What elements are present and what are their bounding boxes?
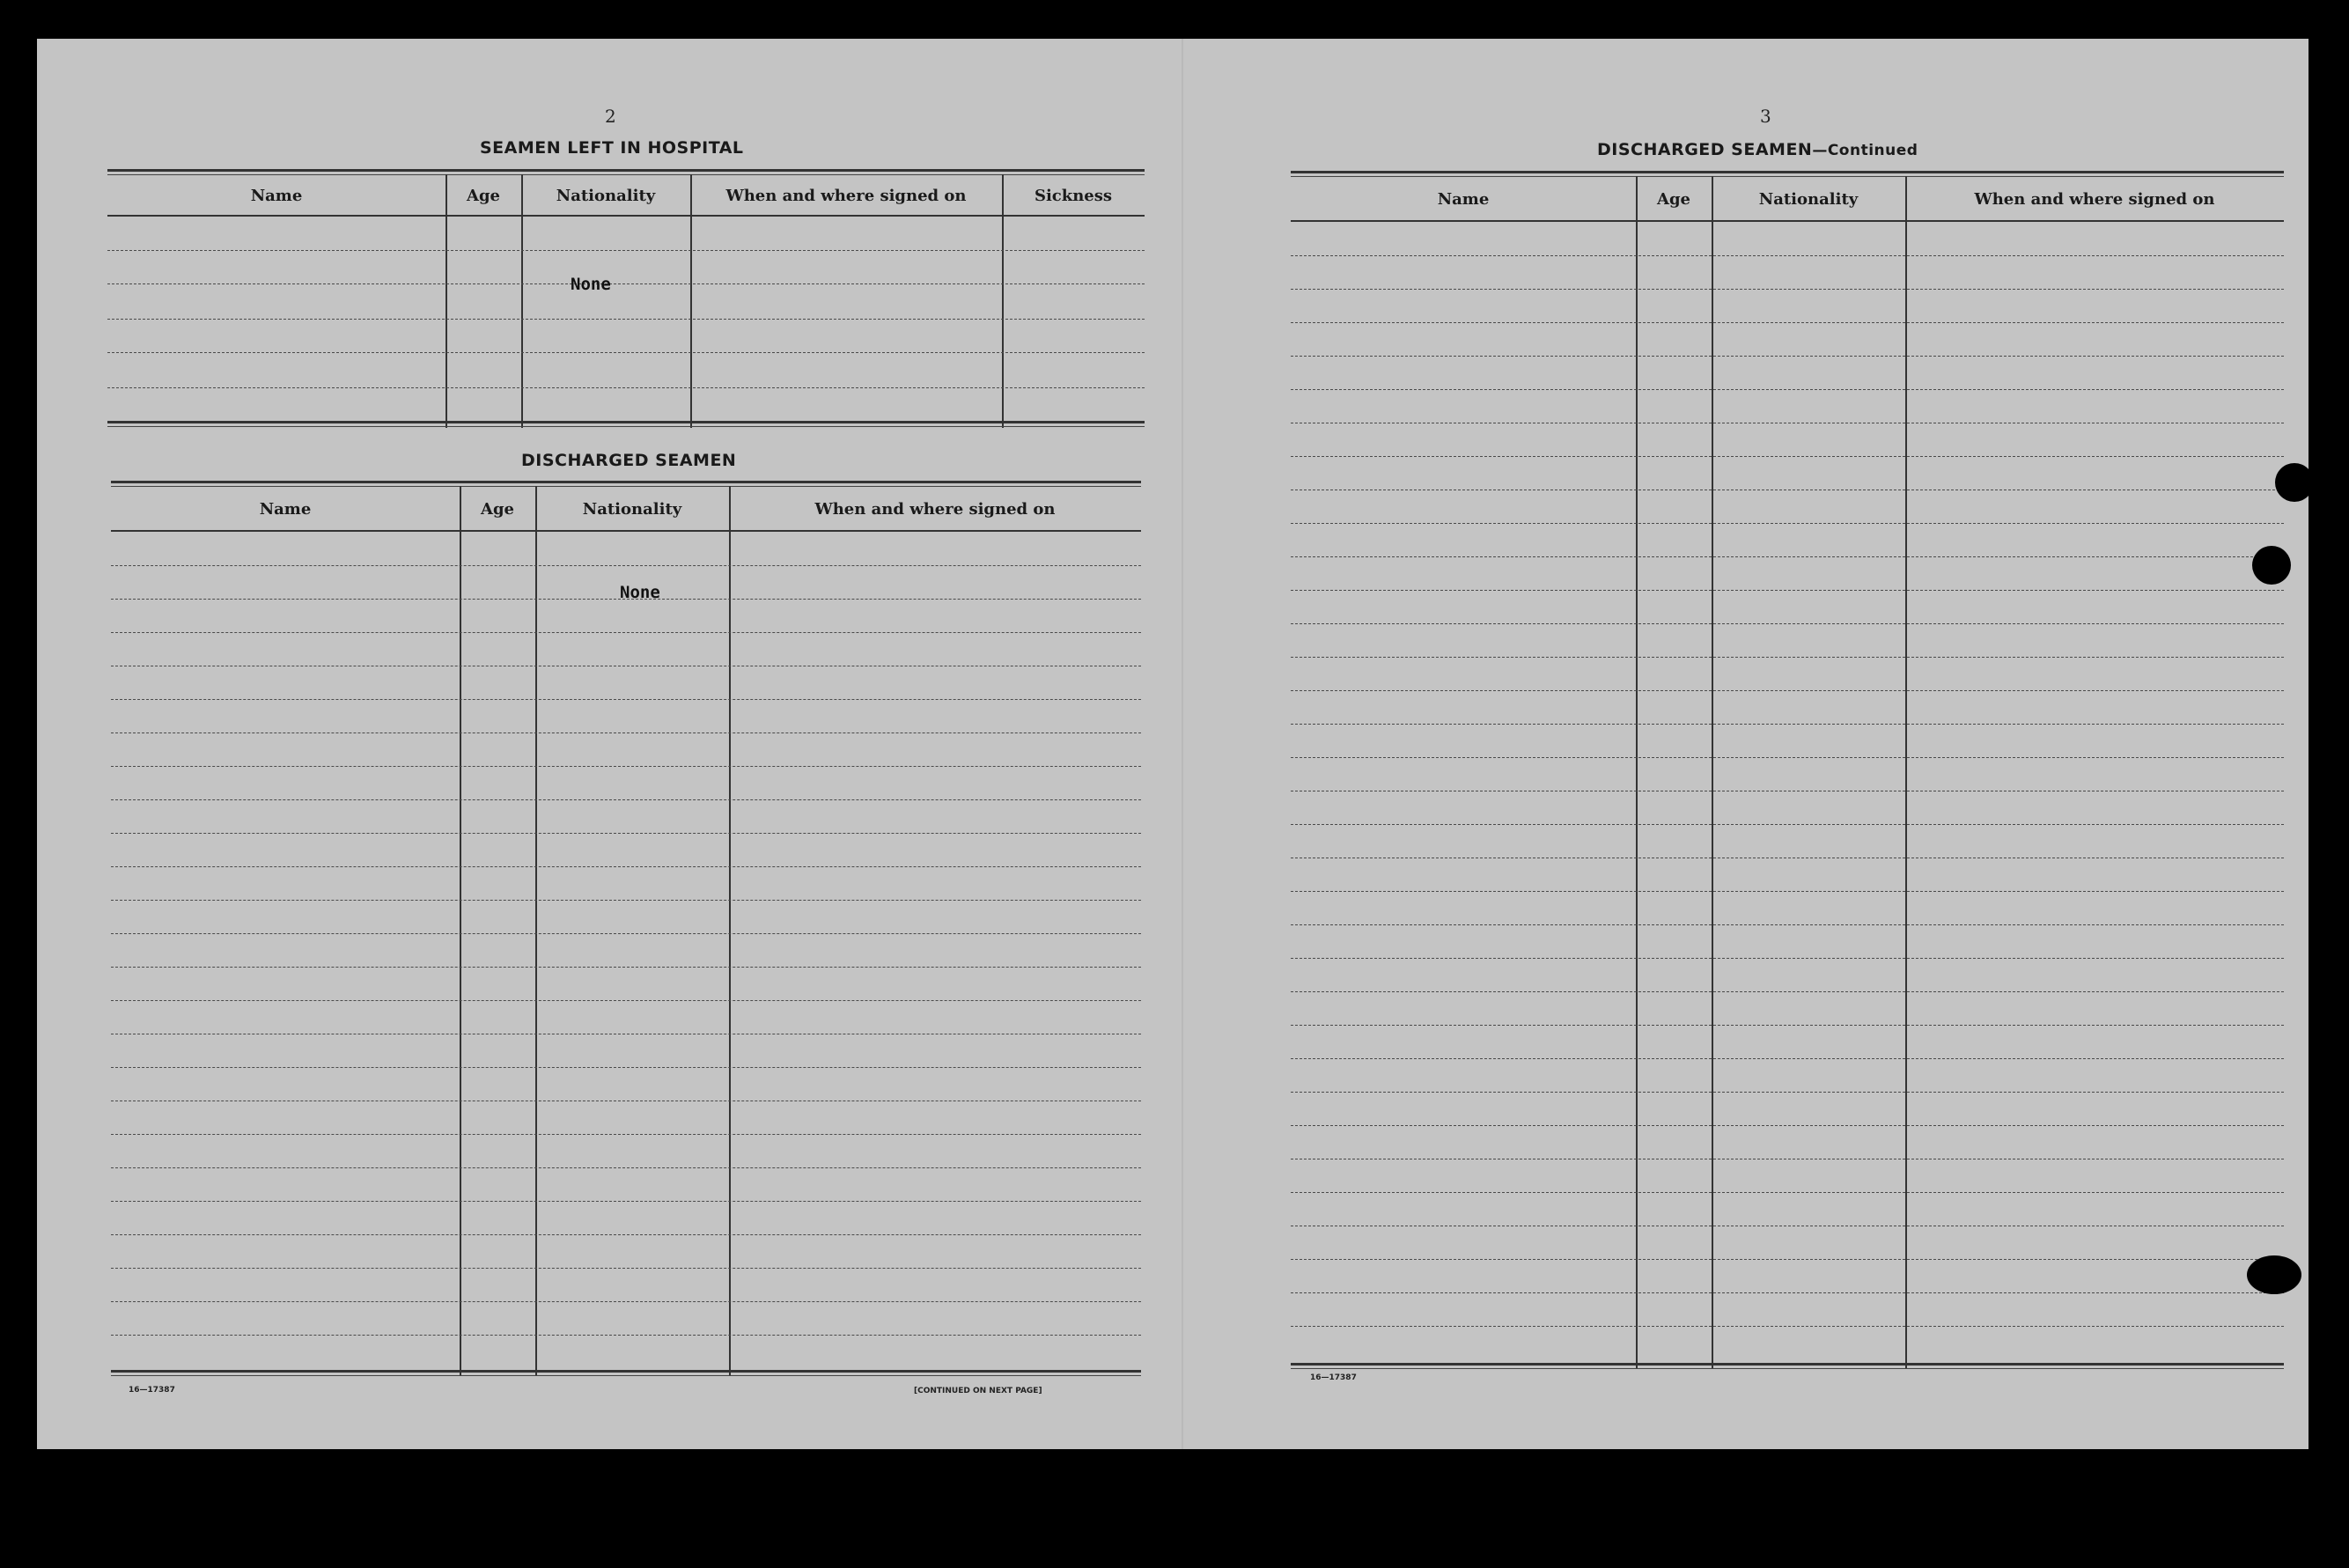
punch-hole-middle bbox=[2252, 546, 2291, 585]
discharged-col-age: Age bbox=[480, 500, 514, 519]
hospital-none-entry: None bbox=[571, 275, 611, 294]
hospital-col-age: Age bbox=[466, 187, 500, 205]
right-page bbox=[1182, 39, 2308, 1449]
discharged-table-right bbox=[1291, 171, 2284, 1412]
hospital-section-title: SEAMEN LEFT IN HOSPITAL bbox=[480, 138, 744, 158]
punch-hole-bottom bbox=[2247, 1255, 2301, 1294]
right-col-name: Name bbox=[1437, 190, 1490, 209]
form-number-right: 16—17387 bbox=[1310, 1373, 1357, 1382]
page-number-right: 3 bbox=[1760, 106, 1771, 127]
right-col-age: Age bbox=[1656, 190, 1690, 209]
discharged-col-name: Name bbox=[259, 500, 312, 519]
punch-hole-top bbox=[2275, 463, 2314, 502]
discharged-col-nationality: Nationality bbox=[582, 500, 682, 519]
hospital-col-nationality: Nationality bbox=[556, 187, 656, 205]
document-sheet bbox=[37, 39, 2308, 1449]
right-title-continued: —Continued bbox=[1812, 142, 1918, 159]
continued-note: [CONTINUED ON NEXT PAGE] bbox=[914, 1387, 1042, 1395]
right-title-main: DISCHARGED SEAMEN bbox=[1597, 140, 1813, 159]
right-col-nationality: Nationality bbox=[1758, 190, 1859, 209]
discharged-section-title: DISCHARGED SEAMEN bbox=[521, 451, 737, 470]
discharged-col-signed-on: When and where signed on bbox=[814, 500, 1056, 519]
form-number-left: 16—17387 bbox=[129, 1386, 175, 1395]
right-col-signed-on: When and where signed on bbox=[1974, 190, 2215, 209]
hospital-col-sickness: Sickness bbox=[1034, 187, 1113, 205]
hospital-col-signed-on: When and where signed on bbox=[725, 187, 967, 205]
left-page bbox=[37, 39, 1182, 1449]
hospital-col-name: Name bbox=[250, 187, 303, 205]
discharged-none-entry: None bbox=[620, 583, 660, 602]
right-page-title bbox=[1597, 140, 1918, 159]
page-number-left: 2 bbox=[605, 106, 616, 127]
hospital-table bbox=[107, 169, 1145, 433]
discharged-table-left bbox=[111, 481, 1141, 1414]
